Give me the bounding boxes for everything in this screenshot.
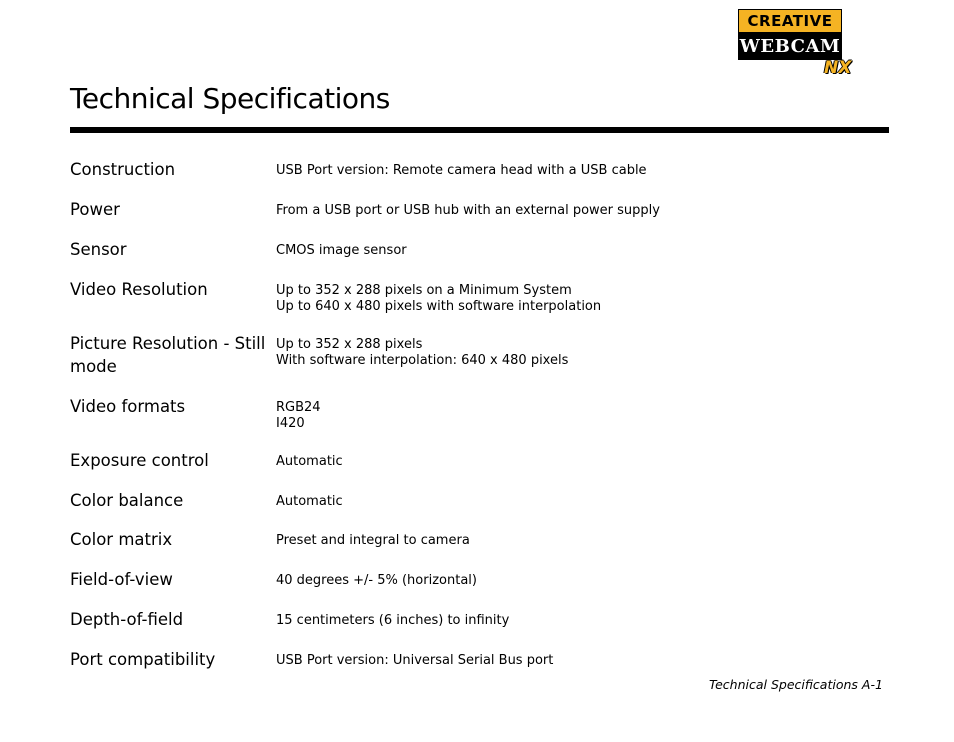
- spec-value-line: With software interpolation: 640 x 480 pixels: [276, 353, 569, 368]
- logo-model: NX: [824, 58, 852, 78]
- spec-label: Color matrix: [70, 530, 173, 549]
- spec-value-line: 15 centimeters (6 inches) to infinity: [276, 613, 510, 628]
- spec-value-line: USB Port version: Universal Serial Bus port: [276, 653, 554, 668]
- spec-label: Exposure control: [70, 451, 209, 470]
- spec-value-line: USB Port version: Remote camera head with a USB cable: [276, 163, 647, 178]
- creative-webcam-nx-logo: [738, 9, 860, 79]
- spec-label: Field-of-view: [70, 570, 173, 589]
- spec-value: [276, 613, 509, 629]
- spec-value: [276, 243, 407, 259]
- spec-label: Depth-of-field: [70, 610, 184, 629]
- spec-value: [276, 283, 601, 315]
- title-rule: [70, 127, 889, 133]
- spec-value-line: Automatic: [276, 494, 343, 509]
- spec-value: [276, 454, 343, 470]
- spec-value: [276, 203, 660, 219]
- spec-value-line: Up to 640 x 480 pixels with software interpolation: [276, 299, 602, 314]
- spec-value-line: Up to 352 x 288 pixels on a Minimum System: [276, 283, 572, 298]
- spec-label: Port compatibility: [70, 650, 216, 669]
- spec-value: [276, 653, 553, 669]
- spec-label: Power: [70, 200, 120, 219]
- spec-value-line: RGB24: [276, 400, 321, 415]
- spec-label: Video formats: [70, 397, 186, 416]
- spec-value-line: CMOS image sensor: [276, 243, 407, 258]
- spec-value-line: From a USB port or USB hub with an external power supply: [276, 203, 660, 218]
- spec-value-line: Preset and integral to camera: [276, 533, 470, 548]
- spec-value: [276, 573, 477, 589]
- spec-label: Sensor: [70, 240, 127, 259]
- logo-product: WEBCAM: [738, 33, 842, 60]
- spec-label: Construction: [70, 160, 176, 179]
- spec-label: Picture Resolution - Still mode: [70, 334, 266, 376]
- spec-value-line: 40 degrees +/- 5% (horizontal): [276, 573, 477, 588]
- spec-label: Color balance: [70, 491, 184, 510]
- spec-value: [276, 533, 470, 549]
- spec-value-line: Up to 352 x 288 pixels: [276, 337, 423, 352]
- spec-value-line: I420: [276, 416, 305, 431]
- logo-brand: CREATIVE: [738, 9, 842, 33]
- spec-value: [276, 337, 568, 369]
- spec-value-line: Automatic: [276, 454, 343, 469]
- page-title: Technical Specifications: [70, 82, 390, 115]
- spec-value: [276, 400, 321, 432]
- spec-value: [276, 163, 647, 179]
- spec-label: Video Resolution: [70, 280, 208, 299]
- page-footer: Technical Specifications A-1: [709, 677, 883, 692]
- spec-value: [276, 494, 343, 510]
